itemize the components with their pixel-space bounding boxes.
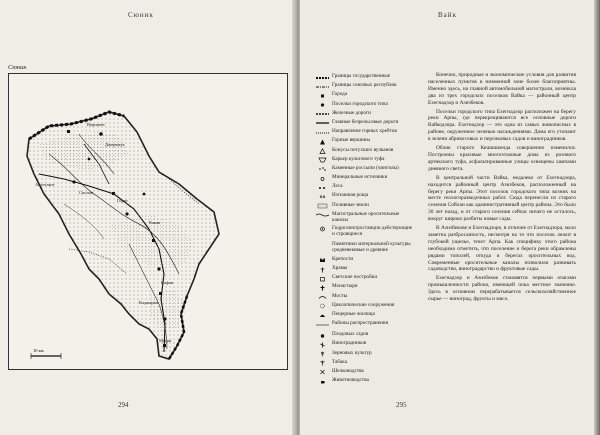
- livestock-icon: [316, 378, 329, 385]
- legend-item: [316, 341, 416, 348]
- legend-label: Плодовых садов: [332, 331, 369, 338]
- legend-label: Районы распространения: [332, 320, 388, 327]
- legend-item: [316, 175, 416, 182]
- legend-label: Минеральные источники: [332, 174, 388, 181]
- cyclopean-icon: [316, 303, 329, 310]
- temple-icon: [316, 266, 329, 273]
- volcano-cone-icon: [316, 148, 329, 155]
- legend-label: Главные безрельсовые дороги: [332, 118, 399, 125]
- legend-label: Поливные земли: [332, 201, 369, 208]
- legend-label: Леса: [332, 183, 343, 190]
- legend-group-primary: [316, 74, 416, 238]
- legend-item: [316, 148, 416, 155]
- state-border-icon: [316, 74, 329, 81]
- region-map: [8, 73, 288, 370]
- power-station-icon: [316, 226, 329, 233]
- legend-label: Монастыри: [332, 283, 358, 290]
- paragraph: Поселки городского типа Ехегнадзор расположен на берегу реки Арпы, где перекрещиваются все основные дороги Вайкодзора. Ехегнадзор — это одна из самых живописных в районе, окруженное зеленью насаждениями. Дома его утопают в зелени абрикосовых и персиковых садов и виноградников.: [428, 108, 576, 143]
- legend-label: Каменные россыпи (чингилы): [332, 164, 399, 171]
- paragraph: Конечно, природные и экономические условия для развития населенных пунктов в низменной зоне более благоприятны. Именно здесь, на главной автомобильной магистрали, возникла два из трех городских поселков Вайка — районный центр Ехегнадзор и Азизбеков.: [428, 72, 576, 106]
- legend-item: [316, 92, 416, 99]
- vineyard-icon: [316, 341, 329, 348]
- town-circle-icon: [316, 102, 329, 109]
- legend-item: [316, 303, 416, 310]
- city-square-icon: [316, 92, 329, 99]
- cave-icon: [316, 312, 329, 319]
- map-legend: [316, 74, 416, 387]
- legend-subheading: Памятники материальной культуры средневековые и древние: [332, 240, 411, 253]
- legend-item: [316, 74, 416, 81]
- legend-item: [316, 111, 416, 118]
- legend-group-agriculture: [316, 332, 416, 385]
- legend-label: Конусы потухших вулканов: [332, 146, 394, 153]
- mineral-spring-icon: [316, 175, 329, 182]
- legend-item: [316, 257, 416, 264]
- legend-label: Мосты: [332, 292, 348, 299]
- article-body: [428, 72, 576, 305]
- left-running-head: Сюник: [128, 11, 154, 19]
- fortress-icon: [316, 257, 329, 264]
- legend-item: [316, 157, 416, 164]
- railway-icon: [316, 111, 329, 118]
- orchard-icon: [316, 332, 329, 339]
- paragraph: Облик старого Кешишкенда совершенно изменился. Построены красивые многоэтажные дома из розового артикского туфа, асфальтированные улицы освещены лампами дневного света.: [428, 145, 576, 172]
- legend-label: Зерновых культур: [332, 349, 372, 356]
- legend-item: [316, 212, 416, 224]
- legend-item: [316, 321, 416, 328]
- legend-item: [316, 369, 416, 376]
- legend-item: [316, 193, 416, 200]
- legend-label: Гидроэлектростанции действующие и строящиеся: [332, 224, 413, 237]
- legend-label: Виноградников: [332, 340, 367, 347]
- legend-item: [316, 102, 416, 109]
- region-map-drawing: [9, 74, 287, 369]
- page-edge-shadow: [594, 0, 600, 435]
- scale-label: 10 км: [33, 348, 44, 353]
- stone-placer-icon: [316, 166, 329, 173]
- canal-icon: [316, 212, 329, 219]
- legend-item: [316, 138, 416, 145]
- map-place-label: Сисиан: [79, 190, 94, 195]
- legend-label: Направление горных хребтов: [332, 128, 397, 135]
- forest-icon: [316, 184, 329, 191]
- legend-item: [316, 378, 416, 385]
- map-place-label: Каджаран: [139, 300, 158, 305]
- legend-label: Города: [332, 91, 348, 98]
- legend-label: Циклопические сооружения: [332, 301, 395, 308]
- grain-icon: [316, 351, 329, 358]
- legend-item: [316, 332, 416, 339]
- field-icon: [316, 203, 329, 210]
- legend-item: [316, 275, 416, 282]
- legend-group-monuments: [316, 257, 416, 328]
- legend-item: [316, 166, 416, 173]
- republic-border-icon: [316, 83, 329, 90]
- legend-label: Границы государственные: [332, 73, 391, 79]
- peak-triangle-icon: [316, 138, 329, 145]
- left-page: [0, 0, 297, 435]
- legend-item: [316, 184, 416, 191]
- secular-icon: [316, 275, 329, 282]
- legend-label: Поселки городского типа: [332, 100, 388, 107]
- map-place-label: Джерамук: [105, 142, 125, 147]
- right-page-number: 295: [396, 401, 407, 409]
- legend-label: Границы союзных республик: [332, 82, 397, 89]
- legend-item: [316, 83, 416, 90]
- legend-label: Животноводства: [332, 377, 369, 384]
- legend-item: [316, 351, 416, 358]
- legend-item: [316, 294, 416, 301]
- tobacco-icon: [316, 360, 329, 367]
- legend-label: Светские постройки: [332, 274, 378, 281]
- legend-label: Карьер культового туфа: [332, 155, 385, 162]
- distribution-icon: [316, 321, 329, 328]
- legend-label: Табака: [332, 358, 348, 365]
- legend-item: [316, 360, 416, 367]
- map-place-label: Горис: [117, 198, 129, 203]
- map-caption: Сюник: [8, 64, 27, 71]
- paragraph: В центральной части Вайка, недалеко от Ехегнадзора, находится районный центр Азизбеков, расположенный на берегу реки Арпы. Этот поселок городского типа возник на месте геологоразведочных работ. Сюда перенесли из старого селения Сойлан как административный центр района. Это было 30 лет назад, и от старого селения сейчас ничего не осталось, вокруг широко разбиты новые сады.: [428, 174, 576, 223]
- legend-item: [316, 312, 416, 319]
- legend-label: Пещерные жилища: [332, 310, 375, 317]
- legend-label: Горные вершины: [332, 137, 370, 144]
- map-place-label: Кафан: [161, 280, 174, 285]
- right-running-head: Вайк: [438, 11, 457, 19]
- paragraph: В Азизбекове и Ехегнадзоре, в отличие от Ехегнадзора, мало заметна разбросанность, несмотря на то что поселок лежит в глубокой ущелье, течет Арпа. Как специфику этого района необходимо отметить, что поселение и берега реки обрамлены рядами тополей, откуда в берегах оросительных вод. Современные оросительные каналы позволили развивать садоводство, виноградарство и фруктовые сады.: [428, 225, 576, 273]
- legend-item: [316, 266, 416, 273]
- legend-label: Шелководства: [332, 367, 364, 374]
- legend-item: [316, 284, 416, 291]
- left-page-number: 294: [118, 401, 129, 409]
- khachkar-icon: [316, 284, 329, 291]
- map-place-label: Ангехакот: [35, 182, 55, 187]
- legend-label: Изгнанная роща: [332, 192, 369, 199]
- map-place-label: Мегри: [159, 338, 172, 343]
- bridge-icon: [316, 294, 329, 301]
- legend-label: Крепости: [332, 255, 354, 262]
- paragraph: Ехегнадзор и Азизбеков становятся первыми очагами промышленности района, имеющей пока местное значение. Здесь в основном перерабатывается сельскохозяйственное сырье — виноград, фрукты и мясо.: [428, 275, 576, 303]
- legend-item: [316, 129, 416, 136]
- legend-item: [316, 226, 416, 238]
- legend-label: Железные дороги: [332, 109, 371, 116]
- legend-label: Храмы: [332, 265, 348, 271]
- plantation-icon: [316, 193, 329, 200]
- legend-label: Магистральные оросительные каналы: [332, 210, 400, 223]
- silk-icon: [316, 369, 329, 376]
- main-road-icon: [316, 120, 329, 127]
- legend-item: [316, 203, 416, 210]
- quarry-icon: [316, 157, 329, 164]
- ridge-line-icon: [316, 129, 329, 136]
- map-place-label: Веришен: [87, 122, 105, 127]
- legend-item: [316, 120, 416, 127]
- map-place-label: Какав: [149, 220, 161, 225]
